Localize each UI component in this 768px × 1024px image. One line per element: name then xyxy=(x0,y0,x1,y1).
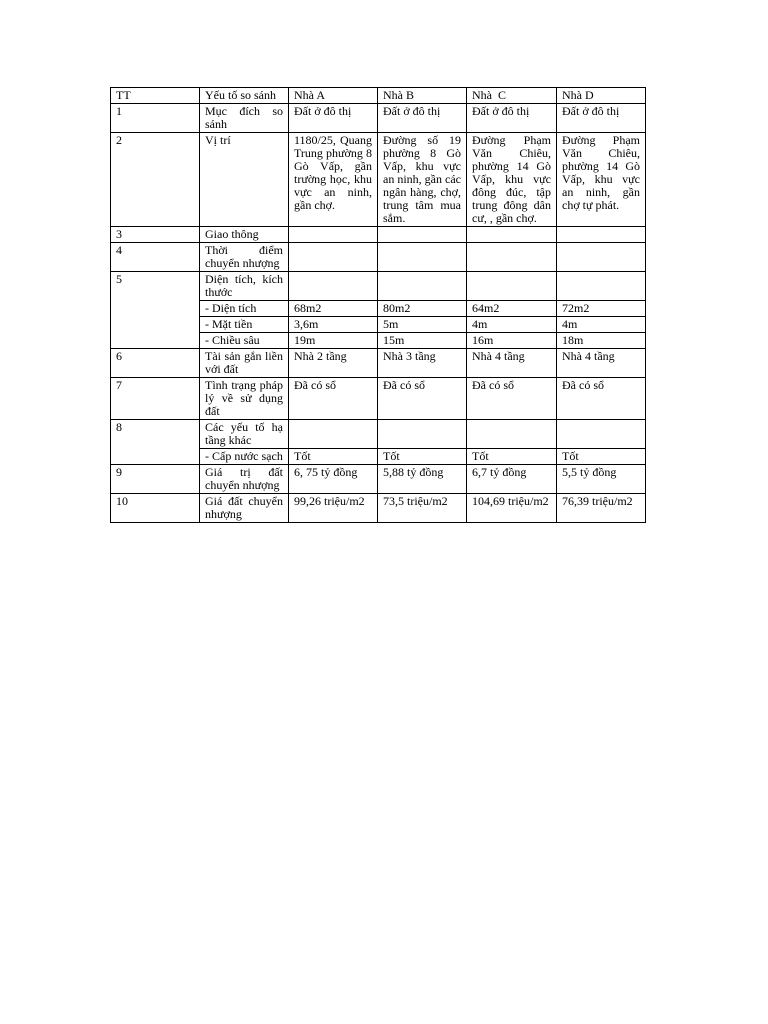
cell-house-b xyxy=(378,420,467,449)
cell-house-d xyxy=(557,420,646,449)
cell-house-a xyxy=(289,227,378,243)
cell-house-a: 1180/25, Quang Trung phường 8 Gò Vấp, gần trường học, khu vực an ninh, gần chợ. xyxy=(289,133,378,227)
cell-house-b xyxy=(378,227,467,243)
table-row xyxy=(111,494,646,523)
cell-house-b: 73,5 triệu/m2 xyxy=(378,494,467,523)
row-number: 2 xyxy=(111,133,200,227)
cell-house-a: 99,26 triệu/m2 xyxy=(289,494,378,523)
cell-house-d: 5,5 tỷ đồng xyxy=(557,465,646,494)
cell-house-a: Đất ở đô thị xyxy=(289,104,378,133)
cell-house-a xyxy=(289,272,378,301)
cell-house-d: 4m xyxy=(557,317,646,333)
cell-house-a xyxy=(289,243,378,272)
cell-house-d: Đường Phạm Văn Chiêu, phường 14 Gò Vấp, khu vực an ninh, gần chợ tự phát. xyxy=(557,133,646,227)
table-row xyxy=(111,133,646,227)
cell-house-b: Đã có sổ xyxy=(378,378,467,420)
cell-house-c: 64m2 xyxy=(467,301,557,317)
row-factor: Giá đất chuyển nhượng xyxy=(200,494,289,523)
table-row xyxy=(111,104,646,133)
cell-house-b: Đường số 19 phường 8 Gò Vấp, khu vực an ninh, gần các ngân hàng, chợ, trung tâm mua sắm. xyxy=(378,133,467,227)
cell-house-c: Đường Phạm Văn Chiêu, phường 14 Gò Vấp, khu vực đông đúc, tập trung đông dân cư, , gần chợ. xyxy=(467,133,557,227)
cell-house-d xyxy=(557,243,646,272)
cell-house-d: 72m2 xyxy=(557,301,646,317)
row-factor: Tình trạng pháp lý về sử dụng đất xyxy=(200,378,289,420)
cell-house-c: 16m xyxy=(467,333,557,349)
cell-house-d: Đất ở đô thị xyxy=(557,104,646,133)
table-row xyxy=(111,243,646,272)
cell-house-d: Nhà 4 tầng xyxy=(557,349,646,378)
cell-house-b: Đất ở đô thị xyxy=(378,104,467,133)
cell-house-d: 18m xyxy=(557,333,646,349)
cell-house-c xyxy=(467,272,557,301)
row-number: 9 xyxy=(111,465,200,494)
row-factor: Giao thông xyxy=(200,227,289,243)
cell-house-d: 76,39 triệu/m2 xyxy=(557,494,646,523)
cell-house-a: 19m xyxy=(289,333,378,349)
cell-house-b: Nhà 3 tầng xyxy=(378,349,467,378)
cell-house-c: 6,7 tỷ đồng xyxy=(467,465,557,494)
cell-house-b: 5,88 tỷ đồng xyxy=(378,465,467,494)
table-header-row xyxy=(111,88,646,104)
header-cell-house-d: Nhà D xyxy=(557,88,646,104)
cell-house-b: 15m xyxy=(378,333,467,349)
row-number: 7 xyxy=(111,378,200,420)
row-number: 6 xyxy=(111,349,200,378)
row-factor: Diện tích, kích thước xyxy=(200,272,289,301)
table-row xyxy=(111,420,646,449)
row-factor: - Cấp nước sạch xyxy=(200,449,289,465)
row-factor: Giá trị đất chuyển nhượng xyxy=(200,465,289,494)
row-factor: Mục đích so sánh xyxy=(200,104,289,133)
cell-house-d xyxy=(557,227,646,243)
cell-house-a: 6, 75 tỷ đồng xyxy=(289,465,378,494)
row-number: 10 xyxy=(111,494,200,523)
cell-house-d: Đã có sổ xyxy=(557,378,646,420)
header-cell-house-c: Nhà C xyxy=(467,88,557,104)
comparison-table xyxy=(110,87,646,523)
row-factor: - Mặt tiền xyxy=(200,317,289,333)
row-number: 5 xyxy=(111,272,200,349)
cell-house-c xyxy=(467,243,557,272)
table-row xyxy=(111,272,646,301)
cell-house-c: 104,69 triệu/m2 xyxy=(467,494,557,523)
cell-house-a xyxy=(289,420,378,449)
row-factor: - Diện tích xyxy=(200,301,289,317)
header-cell-house-a: Nhà A xyxy=(289,88,378,104)
cell-house-a: 3,6m xyxy=(289,317,378,333)
row-factor: - Chiều sâu xyxy=(200,333,289,349)
row-factor: Thời điểm chuyển nhượng xyxy=(200,243,289,272)
cell-house-c: Đất ở đô thị xyxy=(467,104,557,133)
header-cell-factor: Yếu tố so sánh xyxy=(200,88,289,104)
header-cell-house-b: Nhà B xyxy=(378,88,467,104)
row-factor: Tài sản gắn liền với đất xyxy=(200,349,289,378)
cell-house-b xyxy=(378,272,467,301)
cell-house-c xyxy=(467,420,557,449)
header-cell-tt: TT xyxy=(111,88,200,104)
cell-house-a: Nhà 2 tầng xyxy=(289,349,378,378)
row-number: 1 xyxy=(111,104,200,133)
cell-house-b: Tốt xyxy=(378,449,467,465)
table-row xyxy=(111,349,646,378)
table-row xyxy=(111,378,646,420)
cell-house-c xyxy=(467,227,557,243)
cell-house-a: Tốt xyxy=(289,449,378,465)
row-number: 4 xyxy=(111,243,200,272)
cell-house-d: Tốt xyxy=(557,449,646,465)
cell-house-b: 80m2 xyxy=(378,301,467,317)
cell-house-b: 5m xyxy=(378,317,467,333)
row-factor: Các yếu tố hạ tầng khác xyxy=(200,420,289,449)
row-number: 3 xyxy=(111,227,200,243)
cell-house-b xyxy=(378,243,467,272)
cell-house-c: Đã có sổ xyxy=(467,378,557,420)
cell-house-c: Tốt xyxy=(467,449,557,465)
row-number: 8 xyxy=(111,420,200,465)
cell-house-a: 68m2 xyxy=(289,301,378,317)
cell-house-c: Nhà 4 tầng xyxy=(467,349,557,378)
table-row xyxy=(111,227,646,243)
cell-house-c: 4m xyxy=(467,317,557,333)
cell-house-a: Đã có sổ xyxy=(289,378,378,420)
cell-house-d xyxy=(557,272,646,301)
table-row xyxy=(111,465,646,494)
row-factor: Vị trí xyxy=(200,133,289,227)
